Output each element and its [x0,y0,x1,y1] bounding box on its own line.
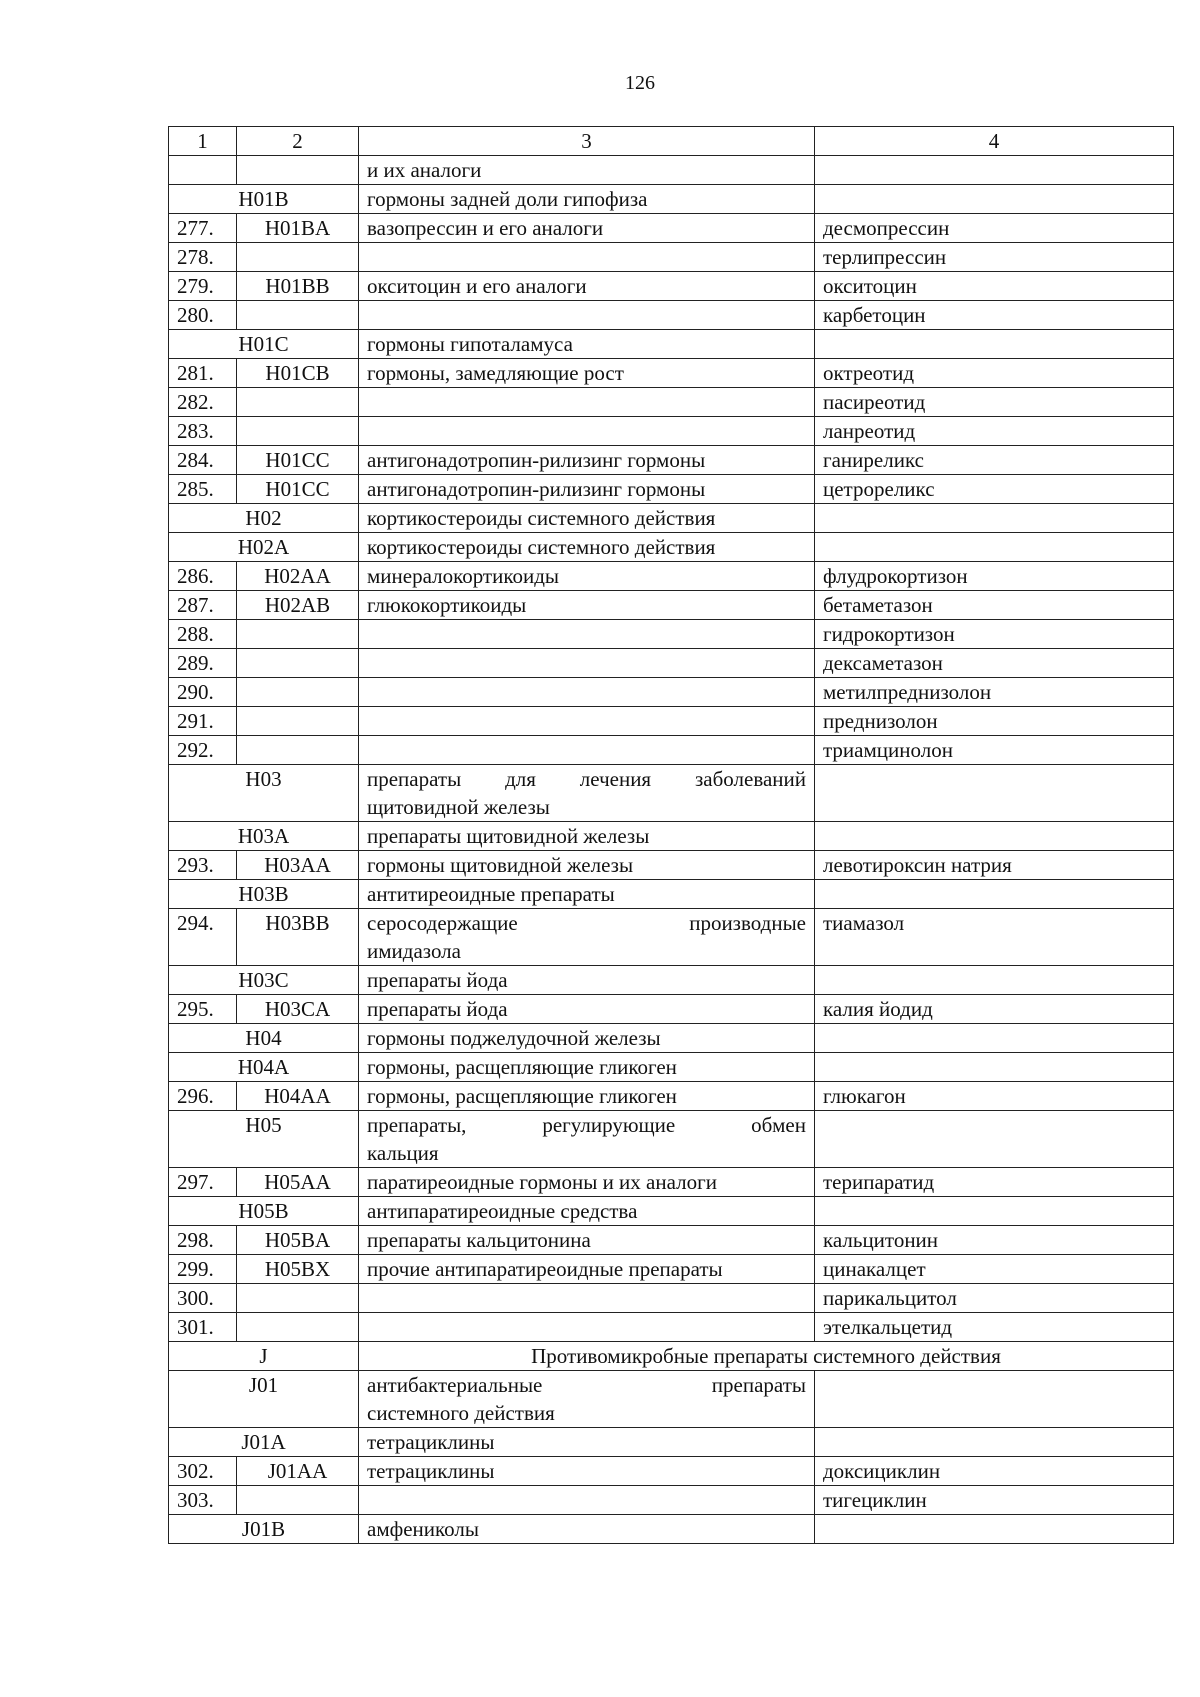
row-description [359,1313,815,1342]
drug-name [815,765,1174,822]
description-line-1: препараты для лечения заболеваний [367,767,806,791]
drug-name: метилпреднизолон [815,678,1174,707]
group-row [169,1024,1174,1053]
table-row [169,1284,1174,1313]
description-line-2: щитовидной железы [367,795,550,819]
table-row [169,214,1174,243]
header-col-4: 4 [815,127,1174,156]
atc-code [237,649,359,678]
row-description [359,1457,815,1486]
atc-code: H01BA [237,214,359,243]
group-description [359,1428,815,1457]
header-col-2: 2 [237,127,359,156]
atc-code [237,301,359,330]
table-row [169,301,1174,330]
drug-name: цетрореликс [815,475,1174,504]
table-row [169,649,1174,678]
description-line-1: препараты, регулирующие обмен [367,1113,806,1137]
table-row [169,417,1174,446]
row-number: 280. [169,301,237,330]
drug-name: левотироксин натрия [815,851,1174,880]
atc-code: H03AA [237,851,359,880]
description-line-1: препараты щитовидной железы [367,824,650,848]
drug-name: гидрокортизон [815,620,1174,649]
atc-code [237,243,359,272]
drug-name: доксициклин [815,1457,1174,1486]
description-line-1: серосодержащие производные [367,911,806,935]
header-col-3: 3 [359,127,815,156]
table-row [169,707,1174,736]
description-line-1: гормоны, расщепляющие гликоген [367,1055,677,1079]
drug-name [815,1428,1174,1457]
drug-name: триамцинолон [815,736,1174,765]
description-line-1: препараты йода [367,968,508,992]
row-description [359,417,815,446]
group-row [169,765,1174,822]
description-line-1: кортикостероиды системного действия [367,535,716,559]
group-code: H02 [169,504,359,533]
group-code: H01B [169,185,359,214]
description-line-1: кортикостероиды системного действия [367,506,716,530]
group-row [169,1197,1174,1226]
atc-code [237,736,359,765]
description-line-1: минералокортикоиды [367,564,560,588]
drug-name: дексаметазон [815,649,1174,678]
drug-name: октреотид [815,359,1174,388]
group-row [169,822,1174,851]
group-row [169,966,1174,995]
group-code: H02A [169,533,359,562]
row-description [359,1226,815,1255]
atc-code [237,388,359,417]
row-number: 277. [169,214,237,243]
drug-name [815,1197,1174,1226]
group-row [169,504,1174,533]
group-row [169,1111,1174,1168]
group-code: H03B [169,880,359,909]
atc-code: H01BB [237,272,359,301]
group-description [359,533,815,562]
drug-name [815,1053,1174,1082]
description-line-1: гормоны гипоталамуса [367,332,573,356]
group-description [359,504,815,533]
group-description [359,1111,815,1168]
drug-name [815,504,1174,533]
drug-name [815,1371,1174,1428]
drug-name: цинакалцет [815,1255,1174,1284]
drug-name: флудрокортизон [815,562,1174,591]
section-row [169,1342,1174,1371]
drug-name: ланреотид [815,417,1174,446]
row-number: 303. [169,1486,237,1515]
description-line-1: гормоны, расщепляющие гликоген [367,1084,677,1108]
atc-code: H04AA [237,1082,359,1111]
table-row [169,995,1174,1024]
drug-name: окситоцин [815,272,1174,301]
row-number: 285. [169,475,237,504]
atc-code: J01AA [237,1457,359,1486]
row-number: 291. [169,707,237,736]
group-description [359,765,815,822]
atc-code [237,707,359,736]
drug-name: пасиреотид [815,388,1174,417]
group-row [169,1428,1174,1457]
description-line-1: препараты йода [367,997,508,1021]
table-row [169,243,1174,272]
page-number: 126 [625,72,655,94]
row-description [359,1284,815,1313]
atc-code: H01CB [237,359,359,388]
drug-name: бетаметазон [815,591,1174,620]
group-description [359,1197,815,1226]
group-row [169,1515,1174,1544]
row-description [359,620,815,649]
drug-name: тигециклин [815,1486,1174,1515]
row-number: 302. [169,1457,237,1486]
description-line-1: антитиреоидные препараты [367,882,615,906]
row-number: 289. [169,649,237,678]
description-line-1: тетрациклины [367,1430,495,1454]
drug-name: этелкальцетид [815,1313,1174,1342]
description-line-1: и их аналоги [367,158,482,182]
description-line-1: тетрациклины [367,1459,495,1483]
table-row [169,591,1174,620]
atc-code: H05BA [237,1226,359,1255]
group-description [359,1024,815,1053]
group-row [169,1371,1174,1428]
row-number: 283. [169,417,237,446]
row-description [359,475,815,504]
drug-name: преднизолон [815,707,1174,736]
drug-name [815,1024,1174,1053]
description-line-2: системного действия [367,1401,555,1425]
table-row [169,475,1174,504]
row-number: 301. [169,1313,237,1342]
section-title: Противомикробные препараты системного действия [359,1342,1174,1371]
table-row [169,446,1174,475]
group-description [359,1053,815,1082]
atc-code: H03CA [237,995,359,1024]
group-row [169,330,1174,359]
row-number: 284. [169,446,237,475]
description-line-1: антипаратиреоидные средства [367,1199,638,1223]
group-code: H03 [169,765,359,822]
group-code: H03C [169,966,359,995]
row-number: 278. [169,243,237,272]
row-description [359,1486,815,1515]
row-description [359,562,815,591]
description-line-1: гормоны щитовидной железы [367,853,634,877]
table-row [169,562,1174,591]
atc-code [237,1313,359,1342]
description-line-1: прочие антипаратиреоидные препараты [367,1257,723,1281]
row-number: 281. [169,359,237,388]
drug-name [815,1111,1174,1168]
row-number: 279. [169,272,237,301]
group-code: H04 [169,1024,359,1053]
table-header-row [169,127,1174,156]
group-row [169,533,1174,562]
table-row [169,359,1174,388]
atc-code: H02AA [237,562,359,591]
group-code: J01 [169,1371,359,1428]
row-description [359,1168,815,1197]
atc-code [237,678,359,707]
table-row [169,620,1174,649]
drug-name: тиамазол [815,909,1174,966]
row-number: 286. [169,562,237,591]
table-row [169,1168,1174,1197]
row-number: 294. [169,909,237,966]
row-description [359,272,815,301]
row-description [359,736,815,765]
drug-name [815,156,1174,185]
row-number: 290. [169,678,237,707]
row-description [359,388,815,417]
row-number [169,156,237,185]
row-description [359,851,815,880]
row-number: 300. [169,1284,237,1313]
group-code: J01A [169,1428,359,1457]
table-row [169,736,1174,765]
group-code: H05 [169,1111,359,1168]
description-line-1: антигонадотропин-рилизинг гормоны [367,448,706,472]
atc-code: H01CC [237,446,359,475]
group-code: H03A [169,822,359,851]
row-description [359,995,815,1024]
row-description [359,1255,815,1284]
table-row [169,851,1174,880]
group-row [169,880,1174,909]
atc-code: H05AA [237,1168,359,1197]
group-code: H01C [169,330,359,359]
section-code: J [169,1342,359,1371]
row-number: 297. [169,1168,237,1197]
table-row [169,388,1174,417]
description-line-1: глюкокортикоиды [367,593,527,617]
atc-code: H01CC [237,475,359,504]
atc-code [237,417,359,446]
drug-classification-table [168,126,1174,1544]
description-line-1: антигонадотропин-рилизинг гормоны [367,477,706,501]
table-row [169,1486,1174,1515]
drug-name: карбетоцин [815,301,1174,330]
drug-name [815,330,1174,359]
drug-name: ганиреликс [815,446,1174,475]
group-description [359,822,815,851]
description-line-1: гормоны поджелудочной железы [367,1026,661,1050]
drug-name: парикальцитол [815,1284,1174,1313]
group-description [359,330,815,359]
atc-code [237,1486,359,1515]
drug-name: калия йодид [815,995,1174,1024]
table-row [169,909,1174,966]
atc-code: H05BX [237,1255,359,1284]
atc-code [237,1284,359,1313]
row-description [359,301,815,330]
drug-name: глюкагон [815,1082,1174,1111]
description-line-1: антибактериальные препараты [367,1373,806,1397]
drug-name [815,880,1174,909]
row-number: 299. [169,1255,237,1284]
description-line-2: имидазола [367,939,461,963]
row-number: 287. [169,591,237,620]
table-row [169,1457,1174,1486]
drug-name: терлипрессин [815,243,1174,272]
group-description [359,966,815,995]
row-description [359,678,815,707]
group-row [169,185,1174,214]
description-line-1: паратиреоидные гормоны и их аналоги [367,1170,717,1194]
row-number: 298. [169,1226,237,1255]
row-description [359,359,815,388]
description-line-1: амфениколы [367,1517,479,1541]
table-row [169,678,1174,707]
row-description [359,156,815,185]
row-description [359,909,815,966]
group-code: H04A [169,1053,359,1082]
table-row [169,1313,1174,1342]
drug-name [815,822,1174,851]
drug-name: терипаратид [815,1168,1174,1197]
row-number: 292. [169,736,237,765]
description-line-1: препараты кальцитонина [367,1228,591,1252]
group-code: J01B [169,1515,359,1544]
description-line-1: окситоцин и его аналоги [367,274,587,298]
table-row [169,156,1174,185]
group-description [359,185,815,214]
row-number: 282. [169,388,237,417]
atc-code: H02AB [237,591,359,620]
atc-code [237,156,359,185]
table-row [169,1255,1174,1284]
row-number: 295. [169,995,237,1024]
atc-code [237,620,359,649]
row-description [359,649,815,678]
group-code: H05B [169,1197,359,1226]
row-description [359,1082,815,1111]
row-description [359,707,815,736]
description-line-1: гормоны, замедляющие рост [367,361,624,385]
description-line-1: гормоны задней доли гипофиза [367,187,648,211]
row-description [359,243,815,272]
table-row [169,272,1174,301]
row-number: 288. [169,620,237,649]
group-description [359,880,815,909]
table-row [169,1082,1174,1111]
row-number: 293. [169,851,237,880]
group-row [169,1053,1174,1082]
atc-code: H03BB [237,909,359,966]
drug-name [815,966,1174,995]
description-line-1: вазопрессин и его аналоги [367,216,604,240]
drug-name [815,533,1174,562]
row-number: 296. [169,1082,237,1111]
row-description [359,446,815,475]
drug-name [815,1515,1174,1544]
row-description [359,591,815,620]
drug-name: десмопрессин [815,214,1174,243]
group-description [359,1515,815,1544]
row-description [359,214,815,243]
drug-name [815,185,1174,214]
table-row [169,1226,1174,1255]
group-description [359,1371,815,1428]
description-line-2: кальция [367,1141,439,1165]
drug-name: кальцитонин [815,1226,1174,1255]
header-col-1: 1 [169,127,237,156]
